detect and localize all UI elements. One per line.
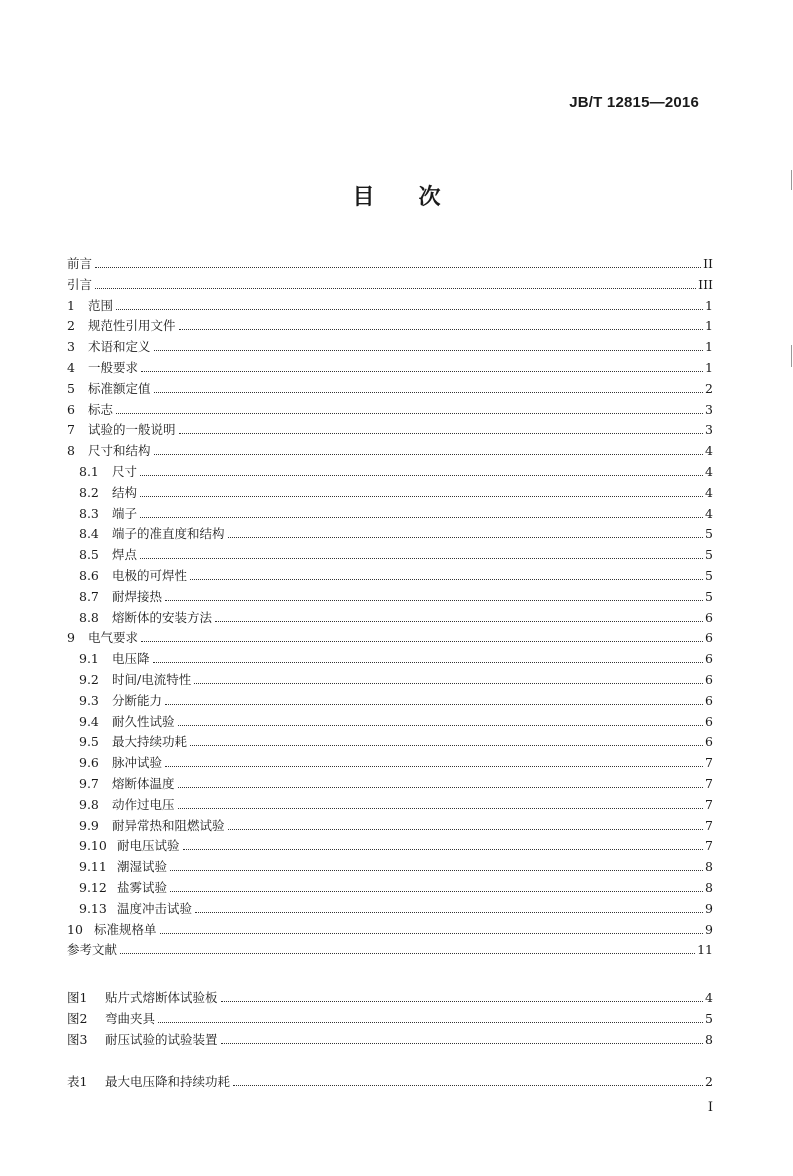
entry-page: 8 bbox=[705, 880, 713, 895]
entry-label: 标准额定值 bbox=[88, 380, 151, 396]
entry-page: 8 bbox=[705, 859, 713, 875]
leader-dots bbox=[178, 724, 704, 726]
entry-page: 1 bbox=[705, 360, 713, 375]
entry-page: 5 bbox=[705, 568, 713, 583]
entry-page: 4 bbox=[705, 484, 713, 500]
leader-dots bbox=[140, 474, 703, 476]
figure-entry[interactable] bbox=[67, 986, 713, 1006]
entry-label: 焊点 bbox=[112, 547, 138, 563]
toc-entry[interactable] bbox=[79, 668, 713, 688]
leader-dots bbox=[141, 640, 703, 642]
entry-label: 动作过电压 bbox=[112, 796, 175, 812]
leader-dots bbox=[141, 370, 703, 372]
entry-page: 7 bbox=[705, 817, 713, 833]
entry-label: 引言 bbox=[67, 276, 93, 292]
entry-page: 2 bbox=[705, 1074, 713, 1089]
leader-dots bbox=[120, 952, 695, 954]
entry-label: 标志 bbox=[88, 401, 114, 417]
entry-label: 耐久性试验 bbox=[112, 713, 175, 729]
entry-label: 尺寸和结构 bbox=[88, 443, 151, 459]
leader-dots bbox=[179, 328, 704, 330]
entry-page: 7 bbox=[705, 776, 713, 791]
toc-entry[interactable] bbox=[67, 252, 713, 272]
toc-entry[interactable] bbox=[67, 398, 713, 418]
leader-dots bbox=[160, 932, 704, 934]
entry-label: 结构 bbox=[112, 484, 138, 500]
entry-label: 前言 bbox=[67, 256, 93, 271]
entry-page: 6 bbox=[705, 692, 713, 708]
entry-page: 8 bbox=[705, 1031, 713, 1047]
entry-label: 端子的准直度和结构 bbox=[112, 526, 225, 542]
toc-entry[interactable] bbox=[79, 730, 713, 750]
entry-label: 弯曲夹具 bbox=[105, 1010, 156, 1026]
entry-number: 9.13 bbox=[79, 900, 107, 916]
leader-dots bbox=[165, 765, 703, 767]
leader-dots bbox=[179, 432, 704, 434]
entry-page: 11 bbox=[697, 942, 713, 958]
entry-number: 9.9 bbox=[79, 817, 99, 833]
entry-page: 3 bbox=[705, 401, 713, 417]
entry-label: 最大持续功耗 bbox=[112, 734, 188, 750]
leader-dots bbox=[165, 599, 703, 601]
entry-label: 试验的一般说明 bbox=[88, 422, 176, 438]
entry-label: 熔断体的安装方法 bbox=[112, 609, 213, 625]
entry-number: 3 bbox=[67, 339, 75, 355]
leader-dots bbox=[95, 287, 696, 289]
entry-label: 一般要求 bbox=[88, 360, 139, 375]
toc-entry[interactable] bbox=[79, 522, 713, 542]
leader-dots bbox=[228, 828, 704, 830]
leader-dots bbox=[178, 786, 704, 788]
toc-entry[interactable] bbox=[79, 502, 713, 522]
entry-page: 5 bbox=[705, 588, 713, 604]
leader-dots bbox=[140, 495, 703, 497]
leader-dots bbox=[170, 890, 703, 892]
toc-entry[interactable] bbox=[67, 335, 713, 355]
toc-entry[interactable] bbox=[79, 793, 713, 813]
entry-number: 2 bbox=[67, 318, 75, 334]
entry-label: 端子 bbox=[112, 505, 138, 521]
entry-number: 8.7 bbox=[79, 588, 99, 604]
entry-label: 术语和定义 bbox=[88, 339, 151, 355]
entry-label: 温度冲击试验 bbox=[117, 900, 193, 916]
entry-number: 7 bbox=[67, 422, 75, 438]
figure-entry[interactable] bbox=[67, 1028, 713, 1048]
entry-number: 9.12 bbox=[79, 880, 107, 895]
leader-dots bbox=[183, 848, 704, 850]
toc-entry[interactable] bbox=[79, 647, 713, 667]
entry-label: 尺寸 bbox=[112, 464, 138, 479]
toc-entry[interactable] bbox=[79, 876, 713, 896]
toc-entry[interactable] bbox=[79, 460, 713, 480]
entry-label: 电压降 bbox=[112, 651, 150, 667]
entry-label: 电极的可焊性 bbox=[112, 568, 188, 583]
entry-number: 图1 bbox=[67, 990, 88, 1005]
leader-dots bbox=[154, 453, 704, 455]
entry-page: 6 bbox=[705, 609, 713, 625]
leader-dots bbox=[190, 578, 703, 580]
entry-page: 3 bbox=[705, 422, 713, 438]
leader-dots bbox=[190, 744, 703, 746]
entry-page: II bbox=[703, 256, 713, 271]
entry-page: 5 bbox=[705, 526, 713, 542]
entry-number: 8.2 bbox=[79, 484, 99, 500]
entry-number: 9.1 bbox=[79, 651, 99, 667]
leader-dots bbox=[153, 661, 704, 663]
entry-page: 5 bbox=[705, 1010, 713, 1026]
entry-page: 6 bbox=[705, 630, 713, 646]
toc-entry[interactable] bbox=[79, 606, 713, 626]
entry-number: 8.1 bbox=[79, 464, 99, 479]
entry-number: 9.8 bbox=[79, 796, 99, 812]
entry-label: 潮湿试验 bbox=[117, 859, 168, 875]
entry-page: 6 bbox=[705, 734, 713, 750]
entry-page: 4 bbox=[705, 990, 713, 1005]
entry-number: 8 bbox=[67, 443, 75, 459]
entry-page: 4 bbox=[705, 443, 713, 459]
toc-entry[interactable] bbox=[79, 543, 713, 563]
entry-label: 贴片式熔断体试验板 bbox=[105, 990, 218, 1005]
leader-dots bbox=[194, 682, 703, 684]
entry-number: 9 bbox=[67, 630, 75, 646]
toc-entry[interactable] bbox=[79, 585, 713, 605]
toc-entry[interactable] bbox=[79, 897, 713, 917]
toc-entry[interactable] bbox=[67, 294, 713, 314]
scan-edge-mark bbox=[791, 345, 792, 367]
entry-page: 7 bbox=[705, 796, 713, 812]
entry-page: 6 bbox=[705, 672, 713, 687]
entry-page: 4 bbox=[705, 505, 713, 521]
entry-label: 最大电压降和持续功耗 bbox=[105, 1074, 231, 1089]
toc-entry[interactable] bbox=[79, 689, 713, 709]
leader-dots bbox=[233, 1084, 703, 1086]
leader-dots bbox=[221, 1042, 704, 1044]
leader-dots bbox=[170, 869, 703, 871]
toc-entry[interactable] bbox=[67, 418, 713, 438]
entry-page: 4 bbox=[705, 464, 713, 479]
standard-code: JB/T 12815—2016 bbox=[569, 94, 699, 111]
entry-number: 10 bbox=[67, 921, 83, 937]
entry-page: 9 bbox=[705, 900, 713, 916]
entry-number: 图2 bbox=[67, 1010, 88, 1026]
leader-dots bbox=[178, 807, 704, 809]
entry-page: 2 bbox=[705, 380, 713, 396]
toc-entry[interactable] bbox=[79, 855, 713, 875]
entry-label: 熔断体温度 bbox=[112, 776, 175, 791]
entry-label: 耐焊接热 bbox=[112, 588, 163, 604]
toc-entry[interactable] bbox=[79, 814, 713, 834]
entry-label: 脉冲试验 bbox=[112, 755, 163, 771]
leader-dots bbox=[228, 536, 704, 538]
entry-number: 9.3 bbox=[79, 692, 99, 708]
entry-number: 8.4 bbox=[79, 526, 99, 542]
entry-label: 电气要求 bbox=[88, 630, 139, 646]
entry-page: 7 bbox=[705, 838, 713, 854]
toc-entry[interactable] bbox=[67, 918, 713, 938]
entry-page: 5 bbox=[705, 547, 713, 563]
entry-label: 范围 bbox=[88, 297, 114, 313]
toc-entry[interactable] bbox=[67, 273, 713, 293]
entry-label: 时间/电流特性 bbox=[112, 672, 192, 687]
figure-entry[interactable] bbox=[67, 1007, 713, 1027]
entry-label: 规范性引用文件 bbox=[88, 318, 176, 334]
entry-label: 标准规格单 bbox=[94, 921, 157, 937]
table-entry[interactable] bbox=[67, 1070, 713, 1090]
leader-dots bbox=[195, 911, 703, 913]
leader-dots bbox=[221, 1000, 704, 1002]
toc-entry[interactable] bbox=[79, 564, 713, 584]
leader-dots bbox=[116, 308, 703, 310]
leader-dots bbox=[215, 620, 703, 622]
toc-entry[interactable] bbox=[79, 834, 713, 854]
entry-number: 8.8 bbox=[79, 609, 99, 625]
entry-label: 分断能力 bbox=[112, 692, 163, 708]
entry-number: 表1 bbox=[67, 1074, 88, 1089]
toc-entry[interactable] bbox=[67, 626, 713, 646]
entry-number: 9.7 bbox=[79, 776, 99, 791]
scan-edge-mark bbox=[791, 170, 792, 190]
entry-number: 5 bbox=[67, 380, 75, 396]
toc-entry[interactable] bbox=[67, 938, 713, 958]
toc-entry[interactable] bbox=[79, 751, 713, 771]
entry-label: 耐压试验的试验装置 bbox=[105, 1031, 218, 1047]
leader-dots bbox=[165, 703, 703, 705]
toc-entry[interactable] bbox=[67, 377, 713, 397]
entry-number: 9.2 bbox=[79, 672, 99, 687]
entry-number: 1 bbox=[67, 297, 75, 313]
toc-entry[interactable] bbox=[79, 710, 713, 730]
entry-number: 9.10 bbox=[79, 838, 107, 854]
entry-number: 8.6 bbox=[79, 568, 99, 583]
entry-page: 9 bbox=[705, 921, 713, 937]
entry-number: 6 bbox=[67, 401, 75, 417]
entry-number: 8.5 bbox=[79, 547, 99, 563]
leader-dots bbox=[116, 412, 703, 414]
leader-dots bbox=[140, 516, 703, 518]
leader-dots bbox=[95, 266, 701, 268]
entry-page: III bbox=[698, 276, 713, 292]
entry-number: 9.11 bbox=[79, 859, 107, 875]
entry-number: 8.3 bbox=[79, 505, 99, 521]
leader-dots bbox=[158, 1021, 703, 1023]
toc-entry[interactable] bbox=[79, 772, 713, 792]
entry-page: 1 bbox=[705, 297, 713, 313]
toc-entry[interactable] bbox=[79, 481, 713, 501]
entry-number: 9.4 bbox=[79, 713, 99, 729]
page-number: I bbox=[707, 1100, 713, 1115]
entry-page: 7 bbox=[705, 755, 713, 771]
title-part-1: 目 bbox=[352, 185, 375, 210]
entry-label: 耐异常热和阻燃试验 bbox=[112, 817, 225, 833]
leader-dots bbox=[140, 557, 703, 559]
entry-label: 盐雾试验 bbox=[117, 880, 168, 895]
entry-number: 9.5 bbox=[79, 734, 99, 750]
entry-label: 耐电压试验 bbox=[117, 838, 180, 854]
leader-dots bbox=[154, 349, 704, 351]
toc-entry[interactable] bbox=[67, 314, 713, 334]
entry-number: 9.6 bbox=[79, 755, 99, 771]
title-part-2: 次 bbox=[418, 185, 441, 210]
leader-dots bbox=[154, 391, 704, 393]
entry-label: 参考文献 bbox=[67, 942, 118, 958]
page-title bbox=[0, 180, 793, 211]
entry-page: 6 bbox=[705, 651, 713, 667]
entry-page: 1 bbox=[705, 339, 713, 355]
entry-page: 1 bbox=[705, 318, 713, 334]
toc-entry[interactable] bbox=[67, 439, 713, 459]
entry-page: 6 bbox=[705, 713, 713, 729]
entry-number: 4 bbox=[67, 360, 75, 375]
entry-number: 图3 bbox=[67, 1031, 88, 1047]
toc-entry[interactable] bbox=[67, 356, 713, 376]
